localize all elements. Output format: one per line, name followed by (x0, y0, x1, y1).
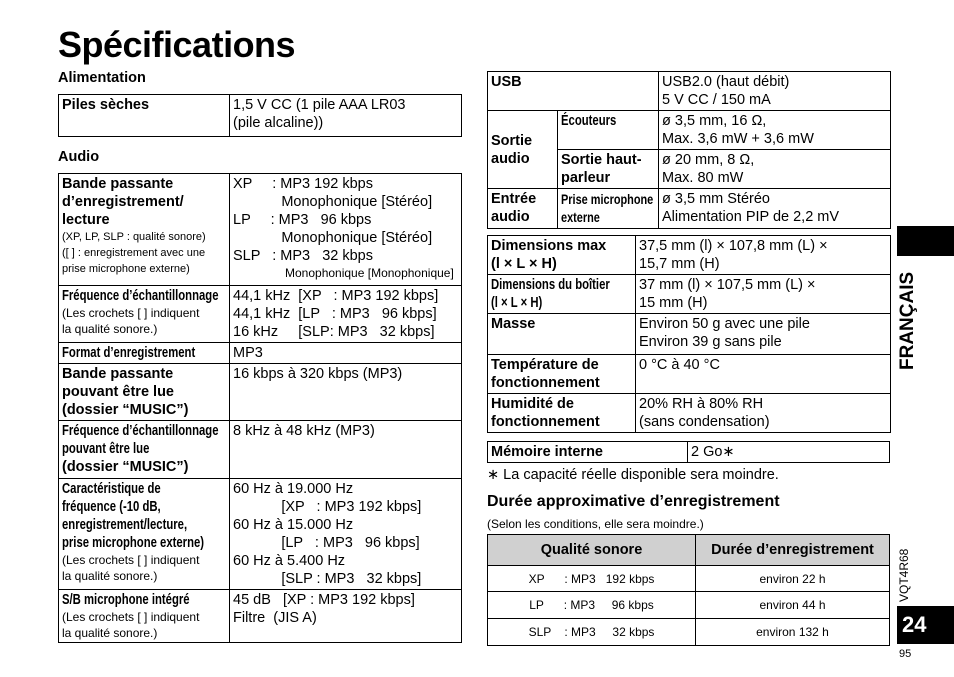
format-value: MP3 (230, 343, 462, 364)
temp-label: Température de fonctionnement (488, 355, 636, 394)
entree-sub-label: Prise microphone externe (561, 191, 654, 225)
sb-label: S/B microphone intégré (62, 592, 190, 608)
dim-max-label: Dimensions max (l × L × H) (488, 236, 636, 275)
entree-value: ø 3,5 mm Stéréo Alimentation PIP de 2,2 mV (659, 189, 891, 229)
memoire-table (487, 441, 890, 463)
dim-boitier-label: Dimensions du boîtier (l × L × H) (491, 277, 610, 311)
duree-heading: Durée approximative d’enregistrement (487, 493, 780, 510)
duree-row-duree: environ 132 h (696, 619, 890, 646)
audio-row-carac-label (59, 479, 230, 590)
dim-max-value: 37,5 mm (l) × 107,8 mm (L) × 15,7 mm (H) (636, 236, 891, 275)
freq-lue-value: 8 kHz à 48 kHz (MP3) (230, 421, 462, 479)
masse-value: Environ 50 g avec une pile Environ 39 g sans pile (636, 314, 891, 355)
io-table (487, 71, 891, 229)
side-black-bar (897, 226, 954, 256)
freq-value: 44,1 kHz [XP : MP3 192 kbps] 44,1 kHz [LP : MP3 96 kbps] 16 kHz [SLP: MP3 32 kbps] (230, 286, 462, 343)
audio-table (58, 173, 462, 643)
bande-note: (XP, LP, SLP : qualité sonore) ([ ] : enregistrement avec une prise microphone externe) (62, 231, 206, 275)
carac-value: 60 Hz à 19.000 Hz [XP : MP3 192 kbps] 60 Hz à 15.000 Hz [LP : MP3 96 kbps] 60 Hz à 5.400 Hz [SLP : MP3 32 kbps] (230, 479, 462, 590)
audio-row-sb-label (59, 590, 230, 643)
piles-label: Piles sèches (59, 95, 230, 137)
bande-value-small: Monophonique [Monophonique] (285, 266, 454, 280)
duree-row-qualite: XP : MP3 192 kbps (488, 566, 696, 592)
temp-value: 0 °C à 40 °C (636, 355, 891, 394)
bande-label: Bande passante d’enregistrement/ lecture (62, 176, 184, 228)
duree-table (487, 534, 890, 646)
duree-row-qualite: SLP : MP3 32 kbps (488, 619, 696, 646)
hp-label: Sortie haut- parleur (558, 150, 659, 189)
page-title: Spécifications (58, 24, 296, 65)
entree-label: Entrée audio (488, 189, 558, 229)
footnote: ∗ La capacité réelle disponible sera moindre. (487, 467, 779, 483)
bande-lue-label: Bande passante pouvant être lue (dossier “MUSIC”) (59, 364, 230, 421)
duree-header-duree: Durée d’enregistrement (696, 535, 890, 566)
humid-value: 20% RH à 80% RH (sans condensation) (636, 394, 891, 433)
dims-table (487, 235, 891, 433)
piles-value: 1,5 V CC (1 pile AAA LR03 (pile alcaline)) (230, 95, 462, 137)
carac-label: Caractéristique de fréquence (-10 dB, enregistrement/lecture, prise microphone externe) (62, 481, 205, 551)
code-tab (897, 540, 917, 602)
usb-value: USB2.0 (haut débit) 5 V CC / 150 mA (659, 72, 891, 111)
alimentation-table (58, 94, 462, 137)
memoire-value: 2 Go∗ (688, 442, 890, 463)
audio-row-format-label (59, 343, 230, 364)
duree-row-qualite: LP : MP3 96 kbps (488, 592, 696, 619)
audio-row-freq-lue-label (59, 421, 230, 479)
bande-value: XP : MP3 192 kbps Monophonique [Stéréo] LP : MP3 96 kbps Monophonique [Stéréo] SLP : MP3 32 kbps (233, 176, 433, 264)
dim-boitier-value: 37 mm (l) × 107,5 mm (L) × 15 mm (H) (636, 275, 891, 314)
ecouteurs-label-cell (558, 111, 659, 150)
sb-value: 45 dB [XP : MP3 192 kbps] Filtre (JIS A) (230, 590, 462, 643)
bande-lue-value: 16 kbps à 320 kbps (MP3) (230, 364, 462, 421)
duree-row-duree: environ 22 h (696, 566, 890, 592)
memoire-label: Mémoire interne (488, 442, 688, 463)
freq-lue-label: Fréquence d’échantillonnage pouvant être lue (62, 423, 219, 457)
ecouteurs-label: Écouteurs (561, 113, 617, 129)
audio-row-bande-value (230, 174, 462, 286)
ecouteurs-value: ø 3,5 mm, 16 Ω, Max. 3,6 mW + 3,6 mW (659, 111, 891, 150)
hp-value: ø 20 mm, 8 Ω, Max. 80 mW (659, 150, 891, 189)
audio-row-freq-label (59, 286, 230, 343)
humid-label: Humidité de fonctionnement (488, 394, 636, 433)
usb-label: USB (488, 72, 659, 111)
language-label: FRANÇAIS (897, 271, 918, 370)
freq-label: Fréquence d’échantillonnage (62, 288, 219, 304)
table-row (488, 619, 890, 646)
page-number-small: 95 (899, 648, 912, 660)
dim-boitier-label-cell (488, 275, 636, 314)
table-row (488, 566, 890, 592)
sb-note: (Les crochets [ ] indiquent la qualité sonore.) (62, 610, 200, 640)
doc-code: VQT4R68 (897, 548, 911, 602)
freq-lue-label2: (dossier “MUSIC”) (62, 459, 189, 475)
carac-note: (Les crochets [ ] indiquent la qualité sonore.) (62, 553, 200, 583)
page-number: 24 (897, 606, 954, 644)
duree-note: (Selon les conditions, elle sera moindre.) (487, 517, 704, 531)
language-tab (897, 260, 937, 370)
sortie-label: Sortie audio (488, 111, 558, 189)
entree-sub-cell (558, 189, 659, 229)
alimentation-heading: Alimentation (58, 70, 146, 86)
audio-row-bande-label (59, 174, 230, 286)
duree-row-duree: environ 44 h (696, 592, 890, 619)
audio-heading: Audio (58, 149, 100, 165)
format-label: Format d’enregistrement (62, 345, 196, 361)
freq-note: (Les crochets [ ] indiquent la qualité sonore.) (62, 306, 200, 336)
table-row (488, 592, 890, 619)
duree-header-qualite: Qualité sonore (488, 535, 696, 566)
masse-label: Masse (488, 314, 636, 355)
